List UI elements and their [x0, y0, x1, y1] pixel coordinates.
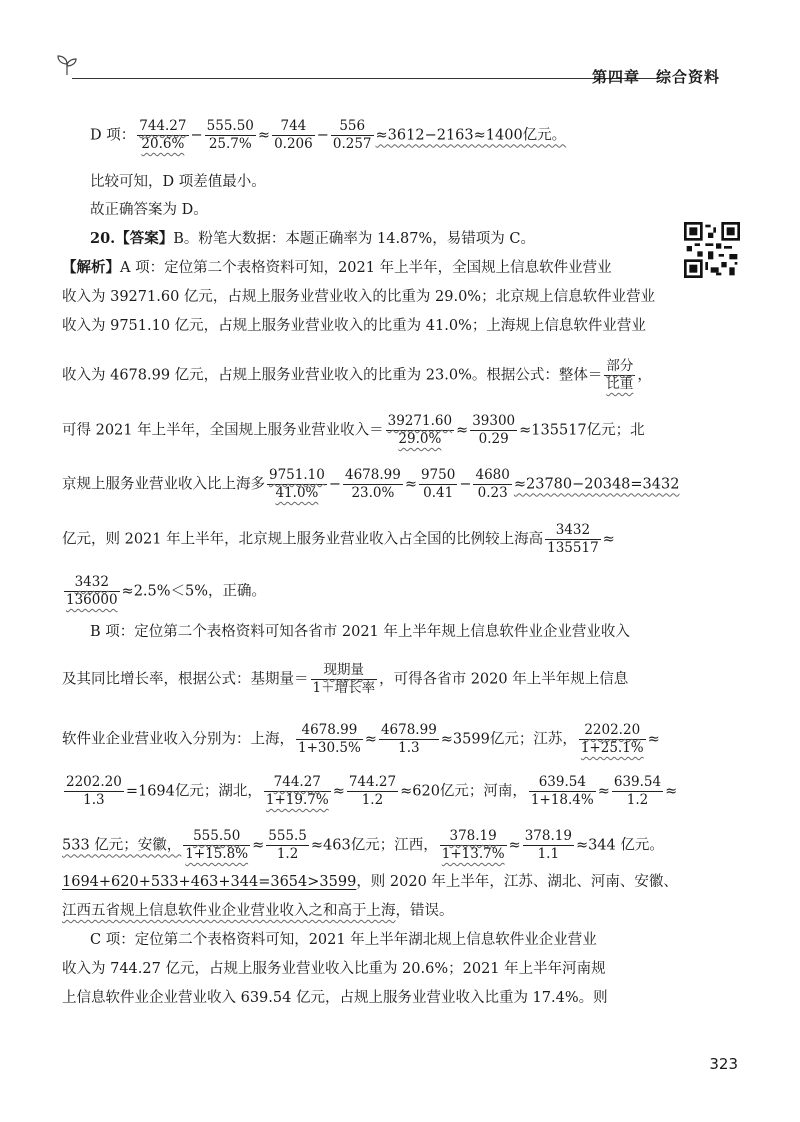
fraction: $\frac{556}{0.257}$: [332, 118, 372, 152]
sum-underlined: 1694+620+533+463+344=3654>3599: [62, 874, 357, 890]
fraction: $\frac{378.19}{1+13.7\%}$: [441, 828, 505, 862]
qr-code-icon[interactable]: [684, 222, 740, 278]
fraction: $\frac{2202.20}{1.3}$: [66, 774, 122, 808]
fraction: $\frac{9750}{0.41}$: [420, 467, 456, 501]
fraction: $\frac{9751.10}{41.0\%}$: [269, 467, 325, 501]
fraction: $\frac{2202.20}{1+25.1\%}$: [580, 722, 644, 756]
b-item-line-3: 软件业企业营业收入分别为：上海， $\frac{4678.99}{1+30.5\%}$ ≈ $\frac{4678.99}{1.3}$ ≈3599亿元；江苏， $\frac{2202.20}{1+25.1\%}$ ≈: [62, 722, 660, 756]
analysis-line-5: 可得 2021 年上半年，全国规上服务业营业收入＝ $\frac{39271.60}{29.0\%}$ ≈ $\frac{39300}{0.29}$ ≈135517亿元；北: [62, 413, 645, 447]
sprout-icon: [55, 54, 79, 76]
analysis-line-1: 【解析】A 项：定位第二个表格资料可知，2021 年上半年，全国规上信息软件业营业: [62, 259, 612, 276]
d-item-result: ≈3612−2163≈1400亿元。: [375, 127, 567, 144]
fraction: $\frac{555.50}{25.7\%}$: [206, 118, 254, 152]
fraction: $\frac{\text{部分}}{\text{比重}}$: [606, 358, 634, 392]
analysis-line-3: 收入为 9751.10 亿元，占规上服务业营业收入的比重为 41.0%；上海规上信息软件业营业: [62, 318, 646, 334]
d-item-label: D 项：: [90, 127, 136, 144]
analysis-line-7: 亿元，则 2021 年上半年，北京规上服务业营业收入占全国的比例较上海高 $\frac{3432}{135517}$ ≈: [62, 522, 615, 556]
fraction: $\frac{4678.99}{23.0\%}$: [344, 467, 401, 501]
b-item-line-4: $\frac{2202.20}{1.3}$ =1694亿元；湖北， $\frac{744.27}{1+19.7\%}$ ≈ $\frac{744.27}{1.2}$ ≈620亿元；河南， $\frac{639.54}{1+18.4\%}$ ≈ $\frac{639.54}{1.2}$ ≈: [66, 774, 678, 808]
fraction: $\frac{4680}{0.23}$: [475, 467, 510, 501]
b-item-line-2: 及其同比增长率，根据公式：基期量＝ $\frac{\text{现期量}}{\text{1＋增长率}}$ ，可得各省市 2020 年上半年规上信息: [62, 662, 629, 696]
c-item-line-1: C 项：定位第二个表格资料可知，2021 年上半年湖北规上信息软件业企业营业: [90, 932, 597, 948]
c-item-line-3: 上信息软件业企业营业收入 639.54 亿元，占规上服务业营业收入比重为 17.4%。则: [62, 990, 608, 1006]
answer-text: B。粉笔大数据：本题正确率为 14.87%，易错项为 C。: [173, 231, 535, 247]
analysis-line-8: $\frac{3432}{136000}$ ≈2.5%＜5%，正确。: [66, 574, 267, 608]
analysis-line-6: 京规上服务业营业收入比上海多 $\frac{9751.10}{41.0\%}$ − $\frac{4678.99}{23.0\%}$ ≈ $\frac{9750}{0.41}$ − $\frac{4680}{0.23}$ ≈23780−20348=3432: [62, 467, 680, 501]
analysis-tag: 【解析】: [62, 259, 120, 276]
fraction: $\frac{4678.99}{1+30.5\%}$: [298, 722, 361, 756]
b-item-line-6: 1694+620+533+463+344=3654>3599，则 2020 年上半年，江苏、湖北、河南、安徽、: [62, 874, 678, 890]
answer-tag: 20.【答案】: [90, 230, 174, 247]
fraction: $\frac{\text{现期量}}{\text{1＋增长率}}$: [312, 662, 376, 696]
fraction: $\frac{744.27}{20.6\%}$: [139, 118, 187, 152]
b-item-line-7: 江西五省规上信息软件业企业营业收入之和高于上海，错误。: [62, 903, 454, 919]
d-item-line: D 项： $\frac{744.27}{20.6\%}$ − $\frac{555.50}{25.7\%}$ ≈ $\frac{744}{0.206}$ − $\frac{556}{0.257}$ ≈3612−2163≈1400亿元。: [90, 118, 567, 152]
fraction: $\frac{744.27}{1+19.7\%}$: [265, 774, 329, 808]
fraction: $\frac{39300}{0.29}$: [472, 413, 516, 447]
fraction: $\frac{3432}{135517}$: [547, 522, 599, 556]
c-item-line-2: 收入为 744.27 亿元，占规上服务业营业收入比重为 20.6%；2021 年上半年河南规: [62, 961, 606, 977]
fraction: $\frac{3432}{136000}$: [66, 574, 118, 608]
fraction: $\frac{639.54}{1+18.4\%}$: [530, 774, 594, 808]
answer-d-line: 故正确答案为 D。: [90, 202, 208, 218]
fraction: $\frac{744}{0.206}$: [274, 118, 313, 152]
analysis-line-4: 收入为 4678.99 亿元，占规上服务业营业收入的比重为 23.0%。根据公式：整体＝ $\frac{\text{部分}}{\text{比重}}$ ，: [62, 358, 652, 392]
fraction: $\frac{555.5}{1.2}$: [268, 828, 307, 862]
compare-line: 比较可知，D 项差值最小。: [90, 174, 266, 190]
b-item-line-1: B 项：定位第二个表格资料可知各省市 2021 年上半年规上信息软件业企业营业收入: [90, 624, 630, 640]
analysis-line-2: 收入为 39271.60 亿元，占规上服务业营业收入的比重为 29.0%；北京规上信息软件业营业: [62, 289, 656, 305]
fraction: $\frac{744.27}{1.2}$: [348, 774, 397, 808]
fraction: $\frac{4678.99}{1.3}$: [380, 722, 437, 756]
fraction: $\frac{39271.60}{29.0\%}$: [387, 413, 453, 447]
b-item-line-5: 533 亿元；安徽， $\frac{555.50}{1+15.8\%}$ ≈ $\frac{555.5}{1.2}$ ≈463亿元；江西， $\frac{378.19}{1+13.7\%}$ ≈ $\frac{378.19}{1.1}$ ≈344 亿元。: [62, 828, 664, 862]
fraction: $\frac{378.19}{1.1}$: [524, 828, 572, 862]
fraction: $\frac{555.50}{1+15.8\%}$: [185, 828, 249, 862]
fraction: $\frac{639.54}{1.2}$: [613, 774, 662, 808]
chapter-title: 第四章 综合资料: [592, 68, 721, 86]
page-number: 323: [709, 1055, 738, 1073]
q20-answer-line: [90, 229, 535, 249]
header-rule: [72, 78, 660, 79]
